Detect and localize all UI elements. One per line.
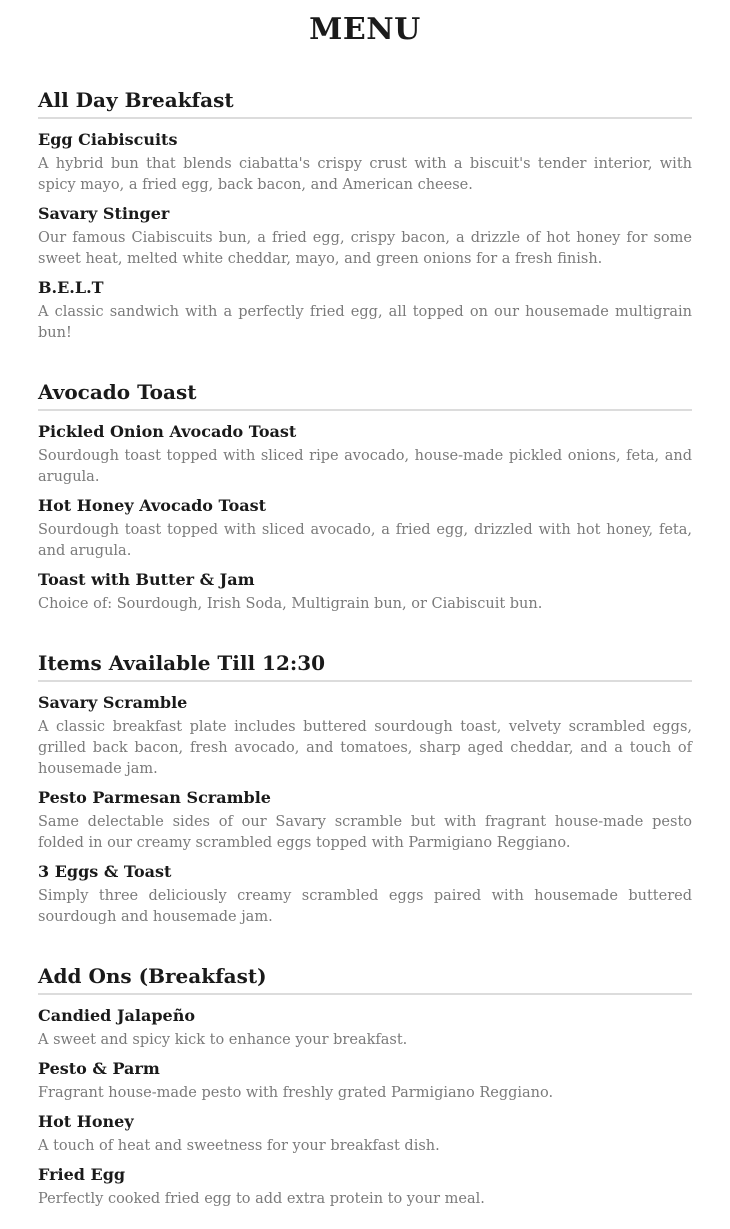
item-name: Toast with Butter & Jam xyxy=(38,570,255,589)
item-description: Our famous Ciabiscuits bun, a fried egg, crispy bacon, a drizzle of hot honey for some sweet heat, melted white cheddar, mayo, and green onions for a fresh finish. xyxy=(38,230,692,267)
section-all-day-breakfast xyxy=(38,86,692,350)
section-title: Items Available Till 12:30 xyxy=(38,649,692,682)
item-name: Candied Jalapeño xyxy=(38,1006,195,1025)
item-name: Pesto Parmesan Scramble xyxy=(38,788,271,807)
item-name: Savary Stinger xyxy=(38,204,170,223)
menu-item xyxy=(38,1004,692,1051)
item-description: A classic sandwich with a perfectly fried egg, all topped on our housemade multigrain bun! xyxy=(38,304,692,341)
section-title: Avocado Toast xyxy=(38,378,692,411)
menu-item xyxy=(38,1057,692,1104)
item-description: Sourdough toast topped with sliced ripe avocado, house-made pickled onions, feta, and arugula. xyxy=(38,448,692,485)
menu-item xyxy=(38,691,692,780)
item-name: Savary Scramble xyxy=(38,693,188,712)
menu-item xyxy=(38,420,692,488)
menu-item xyxy=(38,1163,692,1210)
section-add-ons-breakfast xyxy=(38,962,692,1216)
item-description: Perfectly cooked fried egg to add extra protein to your meal. xyxy=(38,1191,485,1207)
menu-item xyxy=(38,786,692,854)
item-description: A sweet and spicy kick to enhance your breakfast. xyxy=(38,1032,408,1048)
section-avocado-toast xyxy=(38,378,692,621)
menu-item xyxy=(38,568,692,615)
menu-item xyxy=(38,860,692,928)
section-title: Add Ons (Breakfast) xyxy=(38,962,692,995)
menu-item xyxy=(38,1110,692,1157)
item-description: Fragrant house-made pesto with freshly grated Parmigiano Reggiano. xyxy=(38,1085,554,1101)
item-description: Same delectable sides of our Savary scramble but with fragrant house-made pesto folded in our creamy scrambled eggs topped with Parmigiano Reggiano. xyxy=(38,814,692,851)
menu-item xyxy=(38,494,692,562)
item-description: Sourdough toast topped with sliced avocado, a fried egg, drizzled with hot honey, feta, and arugula. xyxy=(38,522,692,559)
menu-item xyxy=(38,128,692,196)
item-name: Hot Honey xyxy=(38,1112,134,1131)
item-name: Pesto & Parm xyxy=(38,1059,160,1078)
item-name: Pickled Onion Avocado Toast xyxy=(38,422,297,441)
menu-item xyxy=(38,202,692,270)
menu-title: MENU xyxy=(309,12,421,47)
item-name: B.E.L.T xyxy=(38,278,104,297)
section-items-till-1230 xyxy=(38,649,692,934)
menu-item xyxy=(38,276,692,344)
item-description: A hybrid bun that blends ciabatta's crispy crust with a biscuit's tender interior, with spicy mayo, a fried egg, back bacon, and American cheese. xyxy=(38,156,692,193)
item-name: Fried Egg xyxy=(38,1165,126,1184)
item-description: A touch of heat and sweetness for your breakfast dish. xyxy=(38,1138,440,1154)
item-name: Hot Honey Avocado Toast xyxy=(38,496,266,515)
item-description: A classic breakfast plate includes buttered sourdough toast, velvety scrambled eggs, grilled back bacon, fresh avocado, and tomatoes, sharp aged cheddar, and a touch of housemade jam. xyxy=(38,719,692,777)
item-description: Choice of: Sourdough, Irish Soda, Multigrain bun, or Ciabiscuit bun. xyxy=(38,596,543,612)
item-description: Simply three deliciously creamy scrambled eggs paired with housemade buttered sourdough and housemade jam. xyxy=(38,888,692,925)
section-title: All Day Breakfast xyxy=(38,86,692,119)
item-name: Egg Ciabiscuits xyxy=(38,130,178,149)
item-name: 3 Eggs & Toast xyxy=(38,862,172,881)
